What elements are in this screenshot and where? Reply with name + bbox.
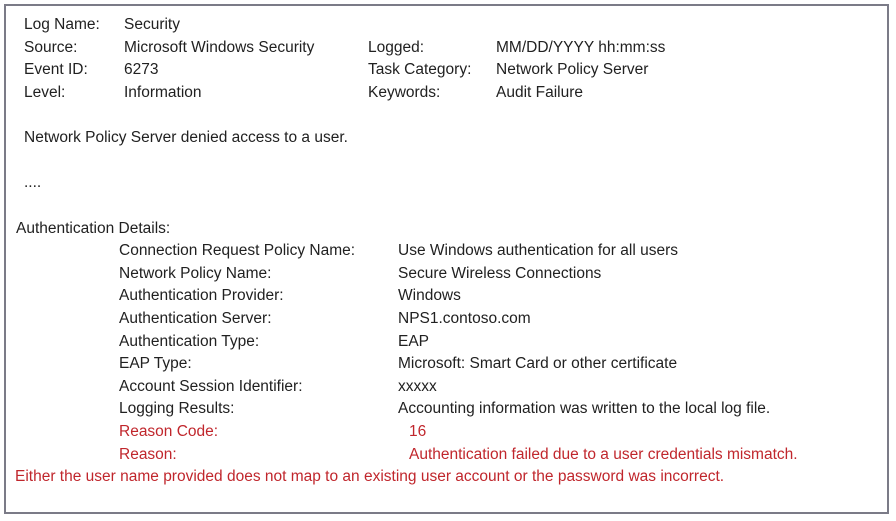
authentication-details-heading: Authentication Details: (16, 219, 171, 237)
detail-row-reason (24, 443, 873, 466)
header-row-source (24, 37, 873, 60)
detail-row-authentication-provider (24, 285, 873, 308)
detail-label: Network Policy Name: (119, 264, 272, 282)
detail-value: Microsoft: Smart Card or other certificate (398, 355, 678, 373)
logged-value: MM/DD/YYYY hh:mm:ss (496, 38, 666, 56)
detail-row-reason-code (24, 421, 873, 444)
level-value: Information (124, 84, 202, 102)
detail-row-logging-results (24, 398, 873, 421)
source-label: Source: (24, 38, 78, 56)
footer-note: Either the user name provided does not map to an existing user account or the password was incorrect. (15, 468, 725, 486)
event-log-panel (4, 4, 889, 514)
header-row-event-id (24, 59, 873, 82)
detail-label: Authentication Type: (119, 332, 260, 350)
detail-value: EAP (398, 332, 430, 350)
task-category-value: Network Policy Server (496, 61, 649, 79)
detail-label: Authentication Provider: (119, 287, 284, 305)
detail-row-authentication-type (24, 330, 873, 353)
source-value: Microsoft Windows Security (124, 38, 315, 56)
log-name-value: Security (124, 16, 180, 34)
event-id-label: Event ID: (24, 61, 88, 79)
detail-label: Authentication Server: (119, 310, 272, 328)
detail-row-network-policy-name (24, 263, 873, 286)
detail-label: Logging Results: (119, 400, 235, 418)
detail-label: Reason Code: (119, 422, 219, 440)
ellipsis-line: .... (24, 174, 42, 192)
detail-row-eap-type (24, 353, 873, 376)
spacer (24, 104, 873, 127)
logged-label: Logged: (368, 38, 425, 56)
detail-row-connection-request-policy (24, 240, 873, 263)
event-id-value: 6273 (124, 61, 159, 79)
log-name-label: Log Name: (24, 16, 100, 34)
detail-value: Secure Wireless Connections (398, 264, 602, 282)
detail-label: EAP Type: (119, 355, 192, 373)
detail-value: Accounting information was written to the local log file. (398, 400, 771, 418)
detail-value: 16 (409, 422, 427, 440)
header-row-log-name (24, 14, 873, 37)
detail-value: NPS1.contoso.com (398, 310, 531, 328)
detail-value: xxxxx (398, 377, 437, 395)
detail-label: Connection Request Policy Name: (119, 242, 356, 260)
detail-value: Windows (398, 287, 461, 305)
detail-row-authentication-server (24, 308, 873, 331)
spacer (24, 195, 873, 218)
task-category-label: Task Category: (368, 61, 472, 79)
detail-row-account-session-identifier (24, 376, 873, 399)
keywords-value: Audit Failure (496, 84, 584, 102)
detail-value: Authentication failed due to a user credentials mismatch. (409, 445, 798, 463)
detail-label: Account Session Identifier: (119, 377, 303, 395)
spacer (24, 150, 873, 173)
event-message: Network Policy Server denied access to a user. (24, 129, 348, 147)
detail-label: Reason: (119, 445, 177, 463)
detail-value: Use Windows authentication for all users (398, 242, 678, 260)
level-label: Level: (24, 84, 66, 102)
keywords-label: Keywords: (368, 84, 441, 102)
header-row-level (24, 82, 873, 105)
